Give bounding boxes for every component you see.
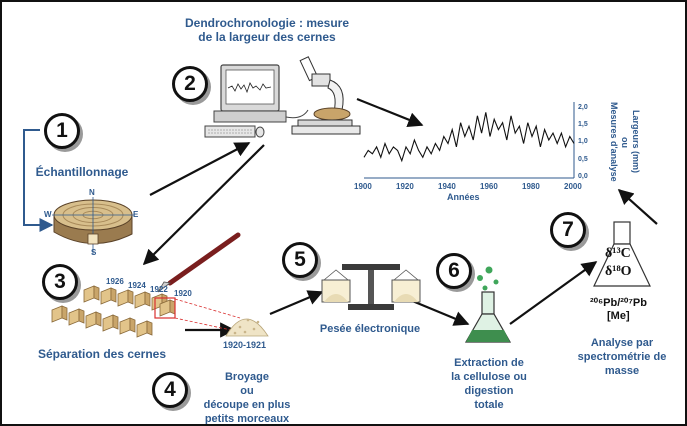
chart-y-tick: 1,0 (578, 138, 588, 146)
compass-east: E (133, 210, 139, 219)
ring-year-1920: 1920 (174, 289, 192, 298)
balance (322, 264, 420, 310)
sample-label: 1920-1921 (223, 340, 267, 350)
step-4-line-3: découpe en plus (203, 399, 291, 411)
compass-west: W (44, 210, 52, 219)
chart-x-tick: 1960 (480, 182, 498, 191)
step-5-label: Pesée électronique (319, 323, 421, 335)
arrow-7-to-chart (619, 190, 657, 224)
chart-y-tick: 0,5 (578, 155, 588, 163)
pb-ratio: ²⁰⁶Pb/²⁰⁷Pb (590, 297, 647, 309)
chart-y-label-line-2: ou (620, 136, 630, 148)
chart-x-tick: 1940 (438, 182, 456, 191)
ring-year-1926: 1926 (106, 277, 124, 286)
reaction-flask (466, 267, 510, 343)
delta-13c: δ¹³C (605, 246, 631, 261)
step-6-line-2: la cellulose ou (451, 371, 527, 383)
step-5-number: 5 (282, 242, 318, 278)
step-6-line-1: Extraction de (454, 357, 524, 369)
arrow-1-to-2 (150, 143, 249, 195)
chart-y-tick: 1,5 (578, 121, 588, 129)
metal-concentration: [Me] (607, 310, 630, 322)
ring-year-1924: 1924 (128, 281, 146, 290)
arrow-4-to-5 (270, 292, 322, 314)
chart-x-tick: 1920 (396, 182, 414, 191)
chart-x-tick: 2000 (564, 182, 582, 191)
compass-north: N (89, 188, 95, 197)
chart-x-label: Années (447, 192, 480, 202)
chart-y-label-line-3: Mesures d'analyse (609, 102, 619, 182)
chart-x-tick: 1980 (522, 182, 540, 191)
step-2-line-2: de la largeur des cernes (198, 30, 336, 44)
step-3-number: 3 (42, 264, 78, 300)
tree-slice (52, 197, 134, 254)
step-3-label: Séparation des cernes (37, 347, 167, 361)
arrow-6-to-7 (510, 262, 596, 324)
compass-south: S (91, 248, 97, 257)
step-2-line-1: Dendrochronologie : mesure (184, 16, 350, 30)
step-7-line-2: spectrométrie de (577, 351, 667, 363)
chart-y-tick: 2,0 (578, 103, 588, 111)
step-6-number: 6 (436, 253, 472, 289)
step-4-line-4: petits morceaux (204, 413, 290, 425)
step-4-label (192, 370, 302, 426)
step-6-line-4: totale (474, 399, 504, 411)
chart-y-label (608, 102, 641, 182)
step-7-line-3: masse (604, 365, 640, 377)
step-6-line-3: digestion (464, 385, 514, 397)
step-4-line-2: ou (240, 385, 254, 397)
powder-pile (226, 319, 268, 336)
chart-y-tick: 0,0 (578, 173, 588, 180)
scalpel (158, 235, 238, 292)
step-2-label (167, 16, 367, 44)
delta-18o: δ¹⁸O (605, 264, 632, 279)
step-6-label (434, 356, 544, 412)
step-4-number: 4 (152, 372, 188, 408)
ring-year-1922: 1922 (150, 285, 168, 294)
arrow-2-to-chart (357, 99, 422, 125)
step-2-number: 2 (172, 66, 208, 102)
step-1-label: Échantillonnage (35, 165, 129, 179)
chart-series-line (364, 112, 574, 160)
chart-y-label-line-1: Largeurs (mm) (631, 110, 641, 174)
step-1-number: 1 (44, 113, 80, 149)
step-7-label (564, 336, 680, 378)
arrow-5-to-6 (410, 300, 468, 324)
arrow-2-to-3 (144, 145, 264, 264)
step-7-line-1: Analyse par (590, 337, 654, 349)
chart-x-tick: 1900 (354, 182, 372, 191)
step-7-number: 7 (550, 212, 586, 248)
step-4-line-1: Broyage (224, 371, 270, 383)
microscope (292, 57, 360, 134)
